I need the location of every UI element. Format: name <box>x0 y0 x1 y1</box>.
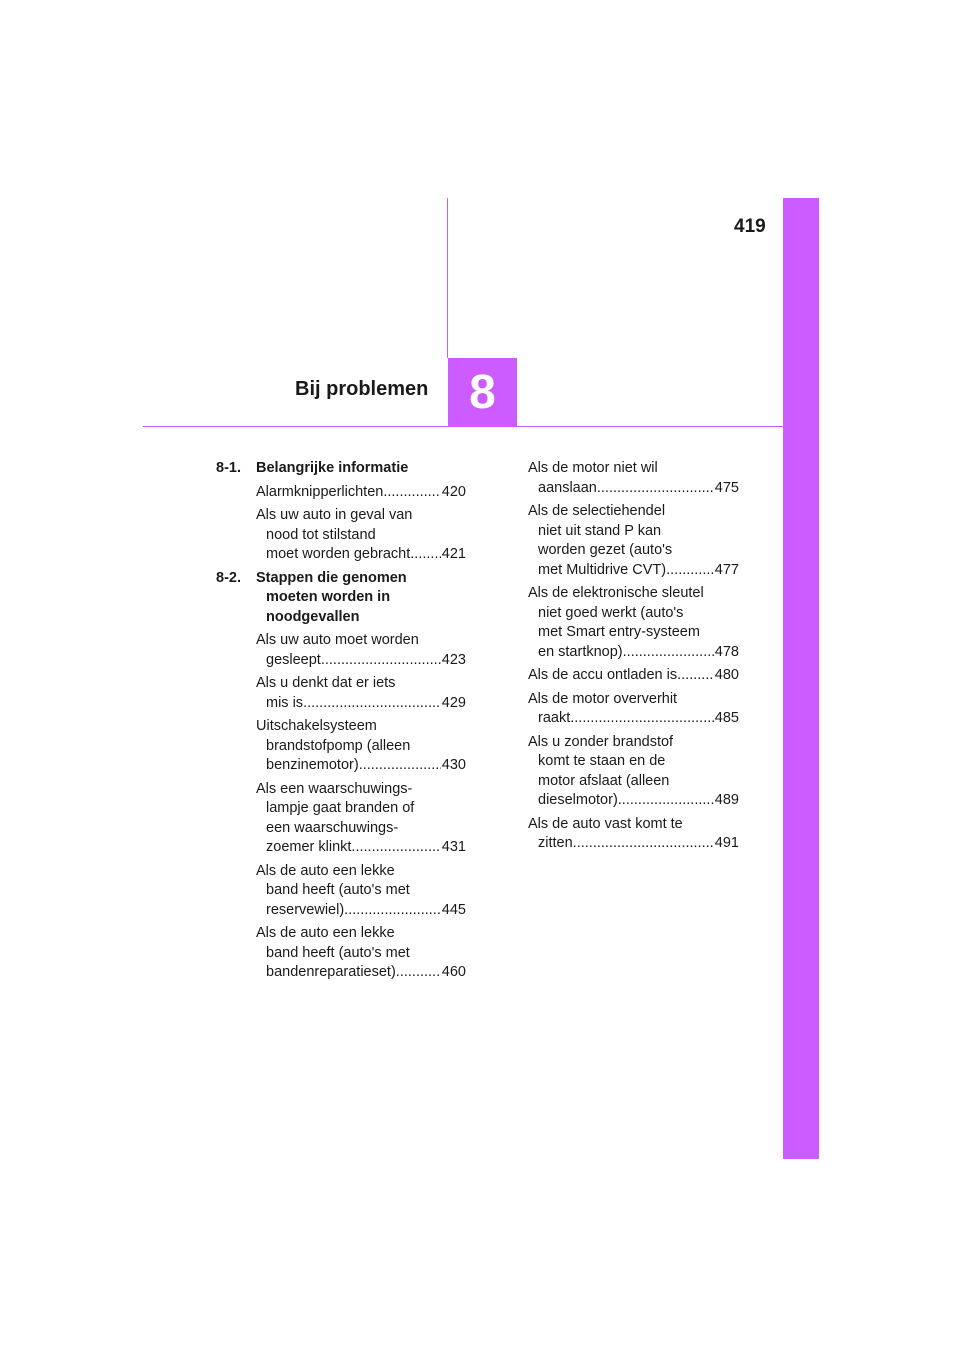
toc-entry-text: band heeft (auto's met <box>266 944 410 961</box>
toc-entry-text: Als de motor oververhit <box>528 690 678 707</box>
chapter-title: Bij problemen <box>295 378 429 400</box>
toc-entries <box>528 459 739 854</box>
page-number: 419 <box>734 216 766 237</box>
toc-entry-text: Als u denkt dat er iets <box>256 675 396 691</box>
toc-page-number: 485 <box>714 710 739 726</box>
toc-entry-text: Als uw auto in geval van <box>256 507 413 523</box>
toc-entry-lastline <box>528 479 739 499</box>
dot-leader <box>321 651 441 671</box>
toc-entry-lastline <box>256 545 466 565</box>
toc-entry[interactable] <box>256 506 466 565</box>
toc-entry-text: nood tot stilstand <box>266 526 376 543</box>
toc-entry[interactable] <box>528 666 739 686</box>
dot-leader <box>573 834 714 854</box>
toc-entry-lastline <box>256 963 466 983</box>
toc-entry-text: mis is <box>266 694 304 711</box>
toc-entry-text: niet goed werkt (auto's <box>538 604 684 621</box>
dot-leader <box>383 483 440 503</box>
toc-entry-text: en startknop) <box>538 643 623 660</box>
toc-entry[interactable] <box>256 717 466 776</box>
toc-column-left <box>216 459 466 987</box>
dot-leader <box>303 694 441 714</box>
toc-entry-text: Als uw auto moet worden <box>256 632 419 648</box>
toc-entry-text: zitten <box>538 835 573 851</box>
toc-entry[interactable] <box>528 459 739 498</box>
toc-entry[interactable] <box>256 674 466 713</box>
toc-entry-text: band heeft (auto's met <box>266 882 410 898</box>
toc-section-heading <box>216 459 466 479</box>
section-title-line: moeten worden in <box>266 589 391 605</box>
dot-leader <box>623 643 714 663</box>
toc-entry-lastline <box>528 709 739 729</box>
dot-leader <box>410 545 441 565</box>
toc-page-number: 423 <box>441 651 466 668</box>
dot-leader <box>666 561 714 581</box>
toc-page-number: 475 <box>714 479 739 496</box>
toc-page-number: 420 <box>441 483 466 500</box>
toc-entry[interactable] <box>528 502 739 580</box>
toc-entry-text: worden gezet (auto's <box>538 542 673 558</box>
toc-page-number: 489 <box>714 792 739 808</box>
header-vertical-rule <box>447 198 448 358</box>
toc-entry-lastline <box>256 838 466 858</box>
toc-entry-text: bandenreparatieset) <box>266 964 396 980</box>
toc-entry-lastline <box>256 694 466 714</box>
toc-entry-text: reservewiel) <box>266 901 345 918</box>
toc-entry-text: een waarschuwings- <box>266 819 399 836</box>
toc-section-heading <box>216 569 466 628</box>
section-title <box>256 569 466 628</box>
toc-entry-text: Als de auto vast komt te <box>528 815 683 832</box>
toc-entry-text: met Smart entry-systeem <box>538 624 700 640</box>
toc-entry-text: Als een waarschuwings- <box>256 780 413 797</box>
toc-entry[interactable] <box>528 815 739 854</box>
toc-entry-text: zoemer klinkt <box>266 839 352 855</box>
toc-entry-text: raakt <box>538 710 571 726</box>
toc-entry[interactable] <box>256 483 466 503</box>
toc-entry[interactable] <box>256 780 466 858</box>
toc-entry-text: Als de selectiehendel <box>528 503 666 519</box>
toc-page-number: 478 <box>714 643 739 660</box>
toc-entry-text: Uitschakelsysteem <box>256 718 377 734</box>
section-number: 8-2. <box>216 569 241 586</box>
chapter-side-tab <box>783 198 819 1159</box>
toc-entry-text: komt te staan en de <box>538 753 666 769</box>
toc-entries <box>216 631 466 983</box>
toc-entry-text: lampje gaat branden of <box>266 800 415 816</box>
section-number: 8-1. <box>216 460 241 476</box>
dot-leader <box>618 791 714 811</box>
toc-page-number: 480 <box>714 667 739 683</box>
toc-entry-text: aanslaan <box>538 479 597 496</box>
toc-entry-lastline <box>256 756 466 776</box>
section-title-line: Stappen die genomen <box>256 569 407 586</box>
toc-entry-text: Als de elektronische sleutel <box>528 585 704 601</box>
dot-leader <box>344 901 441 921</box>
toc-entry-lastline <box>528 791 739 811</box>
toc-entry-text: met Multidrive CVT) <box>538 561 667 578</box>
dot-leader <box>359 756 441 776</box>
dot-leader <box>570 709 714 729</box>
toc-page-number: 429 <box>441 694 466 711</box>
dot-leader <box>677 666 714 686</box>
toc-entry-text: moet worden gebracht <box>266 546 411 562</box>
dot-leader <box>597 479 714 499</box>
toc-entry-text: niet uit stand P kan <box>538 522 662 539</box>
toc-entry[interactable] <box>256 862 466 921</box>
toc-entry-lastline <box>256 651 466 671</box>
toc-entry-lastline <box>528 834 739 854</box>
dot-leader <box>351 838 440 858</box>
header-horizontal-rule <box>143 426 783 427</box>
toc-page-number: 430 <box>441 757 466 773</box>
toc-entry-lastline <box>256 483 466 503</box>
toc-entry-lastline <box>528 666 739 686</box>
toc-entry[interactable] <box>256 924 466 983</box>
toc-entry-text: Als u zonder brandstof <box>528 733 674 750</box>
toc-entry[interactable] <box>528 690 739 729</box>
toc-page-number: 431 <box>441 839 466 855</box>
toc-entry-text: brandstofpomp (alleen <box>266 737 411 754</box>
toc-entry[interactable] <box>528 733 739 811</box>
toc-entry-text: motor afslaat (alleen <box>538 772 670 789</box>
toc-entry-text: Alarmknipperlichten <box>256 483 384 500</box>
toc-entry-text: Als de auto een lekke <box>256 862 395 879</box>
section-title <box>256 459 466 479</box>
dot-leader <box>396 963 441 983</box>
toc-entry-text: benzinemotor) <box>266 757 359 773</box>
toc-entry-lastline <box>528 643 739 663</box>
toc-entry[interactable] <box>256 631 466 670</box>
toc-entry-lastline <box>256 901 466 921</box>
chapter-number-box: 8 <box>448 358 517 427</box>
toc-page-number: 491 <box>714 835 739 851</box>
toc-column-right <box>528 459 739 858</box>
toc-entry-text: dieselmotor) <box>538 792 618 808</box>
toc-entry-text: Als de motor niet wil <box>528 460 658 476</box>
section-title-line: Belangrijke informatie <box>256 460 409 476</box>
toc-entry-text: Als de auto een lekke <box>256 925 395 941</box>
toc-entry[interactable] <box>528 584 739 662</box>
toc-entry-lastline <box>528 561 739 581</box>
toc-entries <box>216 483 466 565</box>
toc-page-number: 477 <box>714 561 739 578</box>
toc-page-number: 421 <box>441 546 466 562</box>
toc-entry-text: gesleept <box>266 651 321 668</box>
section-title-line: noodgevallen <box>266 608 360 625</box>
toc-page-number: 445 <box>441 901 466 918</box>
toc-entry-text: Als de accu ontladen is <box>528 667 678 683</box>
toc-page-number: 460 <box>441 964 466 980</box>
